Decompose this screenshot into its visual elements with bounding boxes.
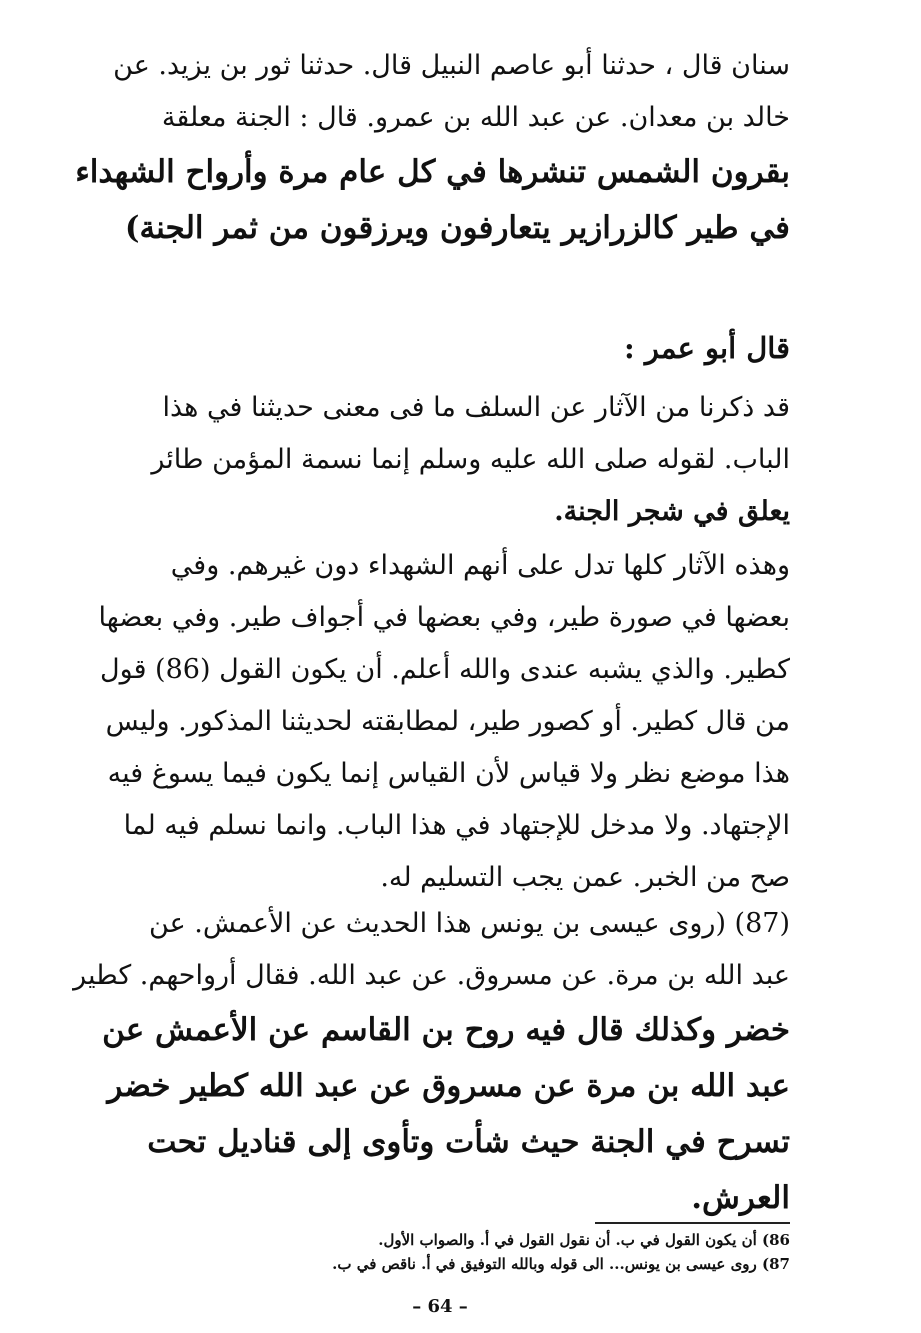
paragraph-3-line: (87) (روى عيسى بن يونس هذا الحديث عن الأعمش. عن <box>149 908 790 939</box>
footnote-divider <box>595 1222 790 1224</box>
paragraph-1-line: يعلق في شجر الجنة. <box>554 496 790 527</box>
section-heading: قال أبو عمر : <box>624 331 790 365</box>
footnote-86: 86) أن يكون القول في ب. أن نقول القول في أ. والصواب الأول. <box>378 1231 790 1249</box>
paragraph-2-line: الإجتهاد. ولا مدخل للإجتهاد في هذا الباب. وانما نسلم فيه لما <box>123 810 790 841</box>
paragraph-2-line: بعضها في صورة طير، وفي بعضها في أجواف طير. وفي بعضها <box>98 602 790 633</box>
page-number: – 64 – <box>412 1296 468 1317</box>
paragraph-3-line: خضر وكذلك قال فيه روح بن القاسم عن الأعمش عن <box>102 1012 790 1048</box>
paragraph-1-line: قد ذكرنا من الآثار عن السلف ما فى معنى حديثنا في هذا <box>162 392 790 423</box>
paragraph-2-line: من قال كطير. أو كصور طير، لمطابقته لحديثنا المذكور. وليس <box>105 706 790 737</box>
paragraph-2-line: وهذه الآثار كلها تدل على أنهم الشهداء دون غيرهم. وفي <box>170 550 790 581</box>
paragraph-2-line: كطير. والذي يشبه عندى والله أعلم. أن يكون القول (86) قول <box>100 654 790 685</box>
footnotes <box>220 1228 790 1276</box>
paragraph-3-line: عبد الله بن مرة عن مسروق عن عبد الله كطير خضر <box>107 1068 790 1104</box>
paragraph-3-line: تسرح في الجنة حيث شأت وتأوى إلى قناديل تحت <box>147 1124 790 1160</box>
paragraph-2 <box>98 540 790 904</box>
paragraph-3 <box>73 898 790 1226</box>
paragraph-3-line: عبد الله بن مرة. عن مسروق. عن عبد الله. فقال أرواحهم. كطير <box>73 960 790 991</box>
footnote-87: 87) روى عيسى بن يونس... الى قوله وبالله التوفيق في أ. ناقص في ب. <box>332 1255 790 1273</box>
intro-line: في طير كالزرازير يتعارفون ويرزقون من ثمر الجنة) <box>124 210 790 246</box>
intro-line: خالد بن معدان. عن عبد الله بن عمرو. قال : الجنة معلقة <box>161 102 790 133</box>
intro-paragraph <box>75 40 790 256</box>
intro-line: سنان قال ، حدثنا أبو عاصم النبيل قال. حدثنا ثور بن يزيد. عن <box>113 50 790 81</box>
paragraph-2-line: هذا موضع نظر ولا قياس لأن القياس إنما يكون فيما يسوغ فيه <box>107 758 790 789</box>
paragraph-1 <box>110 382 790 538</box>
intro-line: بقرون الشمس تنشرها في كل عام مرة وأرواح الشهداء <box>75 154 790 190</box>
paragraph-3-line: العرش. <box>691 1180 790 1216</box>
paragraph-2-line: صح من الخبر. عمن يجب التسليم له. <box>380 862 790 893</box>
paragraph-1-line: الباب. لقوله صلى الله عليه وسلم إنما نسمة المؤمن طائر <box>151 444 790 475</box>
